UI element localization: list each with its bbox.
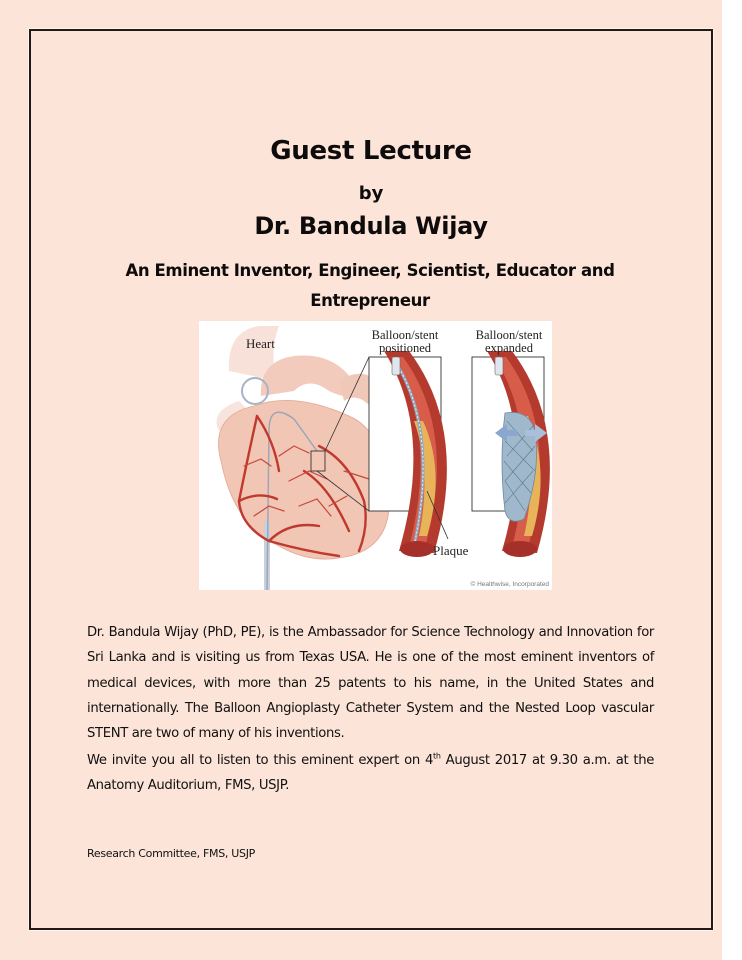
invitation-text-end: August 2017 at 9.30 a.m. at the Anatomy Auditorium, FMS, USJP. — [87, 753, 654, 794]
invitation-text-start: We invite you all to listen to this eminent expert on 4 — [87, 753, 434, 768]
angioplasty-illustration — [199, 321, 552, 590]
label-expanded-line2: expanded — [485, 341, 533, 355]
label-expanded-line1: Balloon/stent — [475, 328, 543, 342]
label-plaque: Plaque — [433, 543, 469, 558]
organizer-footer: Research Committee, FMS, USJP — [87, 847, 256, 860]
invitation-paragraph — [87, 748, 654, 799]
date-ordinal-suffix: th — [433, 751, 441, 761]
speaker-bio-paragraph: Dr. Bandula Wijay (PhD, PE), is the Ambassador for Science Technology and Innovation for Sri Lanka and is visiting us from Texas USA. He is one of the most eminent inventors of medical devices, with more than 25 patents to his name, in the United States and internationally. The Balloon Angioplasty Catheter System and the Nested Loop vascular STENT are two of many of his inventions. — [87, 625, 654, 742]
by-label: by — [358, 183, 384, 204]
speaker-subtitle: An Eminent Inventor, Engineer, Scientist, Educator and Entrepreneur — [125, 261, 615, 310]
angioplasty-diagram — [199, 321, 552, 590]
label-positioned-line2: positioned — [378, 341, 432, 355]
stent-expanded-panel — [472, 351, 550, 557]
heart-drawing — [217, 326, 390, 590]
label-positioned-line1: Balloon/stent — [371, 328, 439, 342]
speaker-name: Dr. Bandula Wijay — [254, 212, 488, 240]
lecture-title: Guest Lecture — [270, 136, 472, 166]
image-credit: © Healthwise, Incorporated — [470, 581, 549, 588]
label-heart: Heart — [246, 336, 275, 351]
